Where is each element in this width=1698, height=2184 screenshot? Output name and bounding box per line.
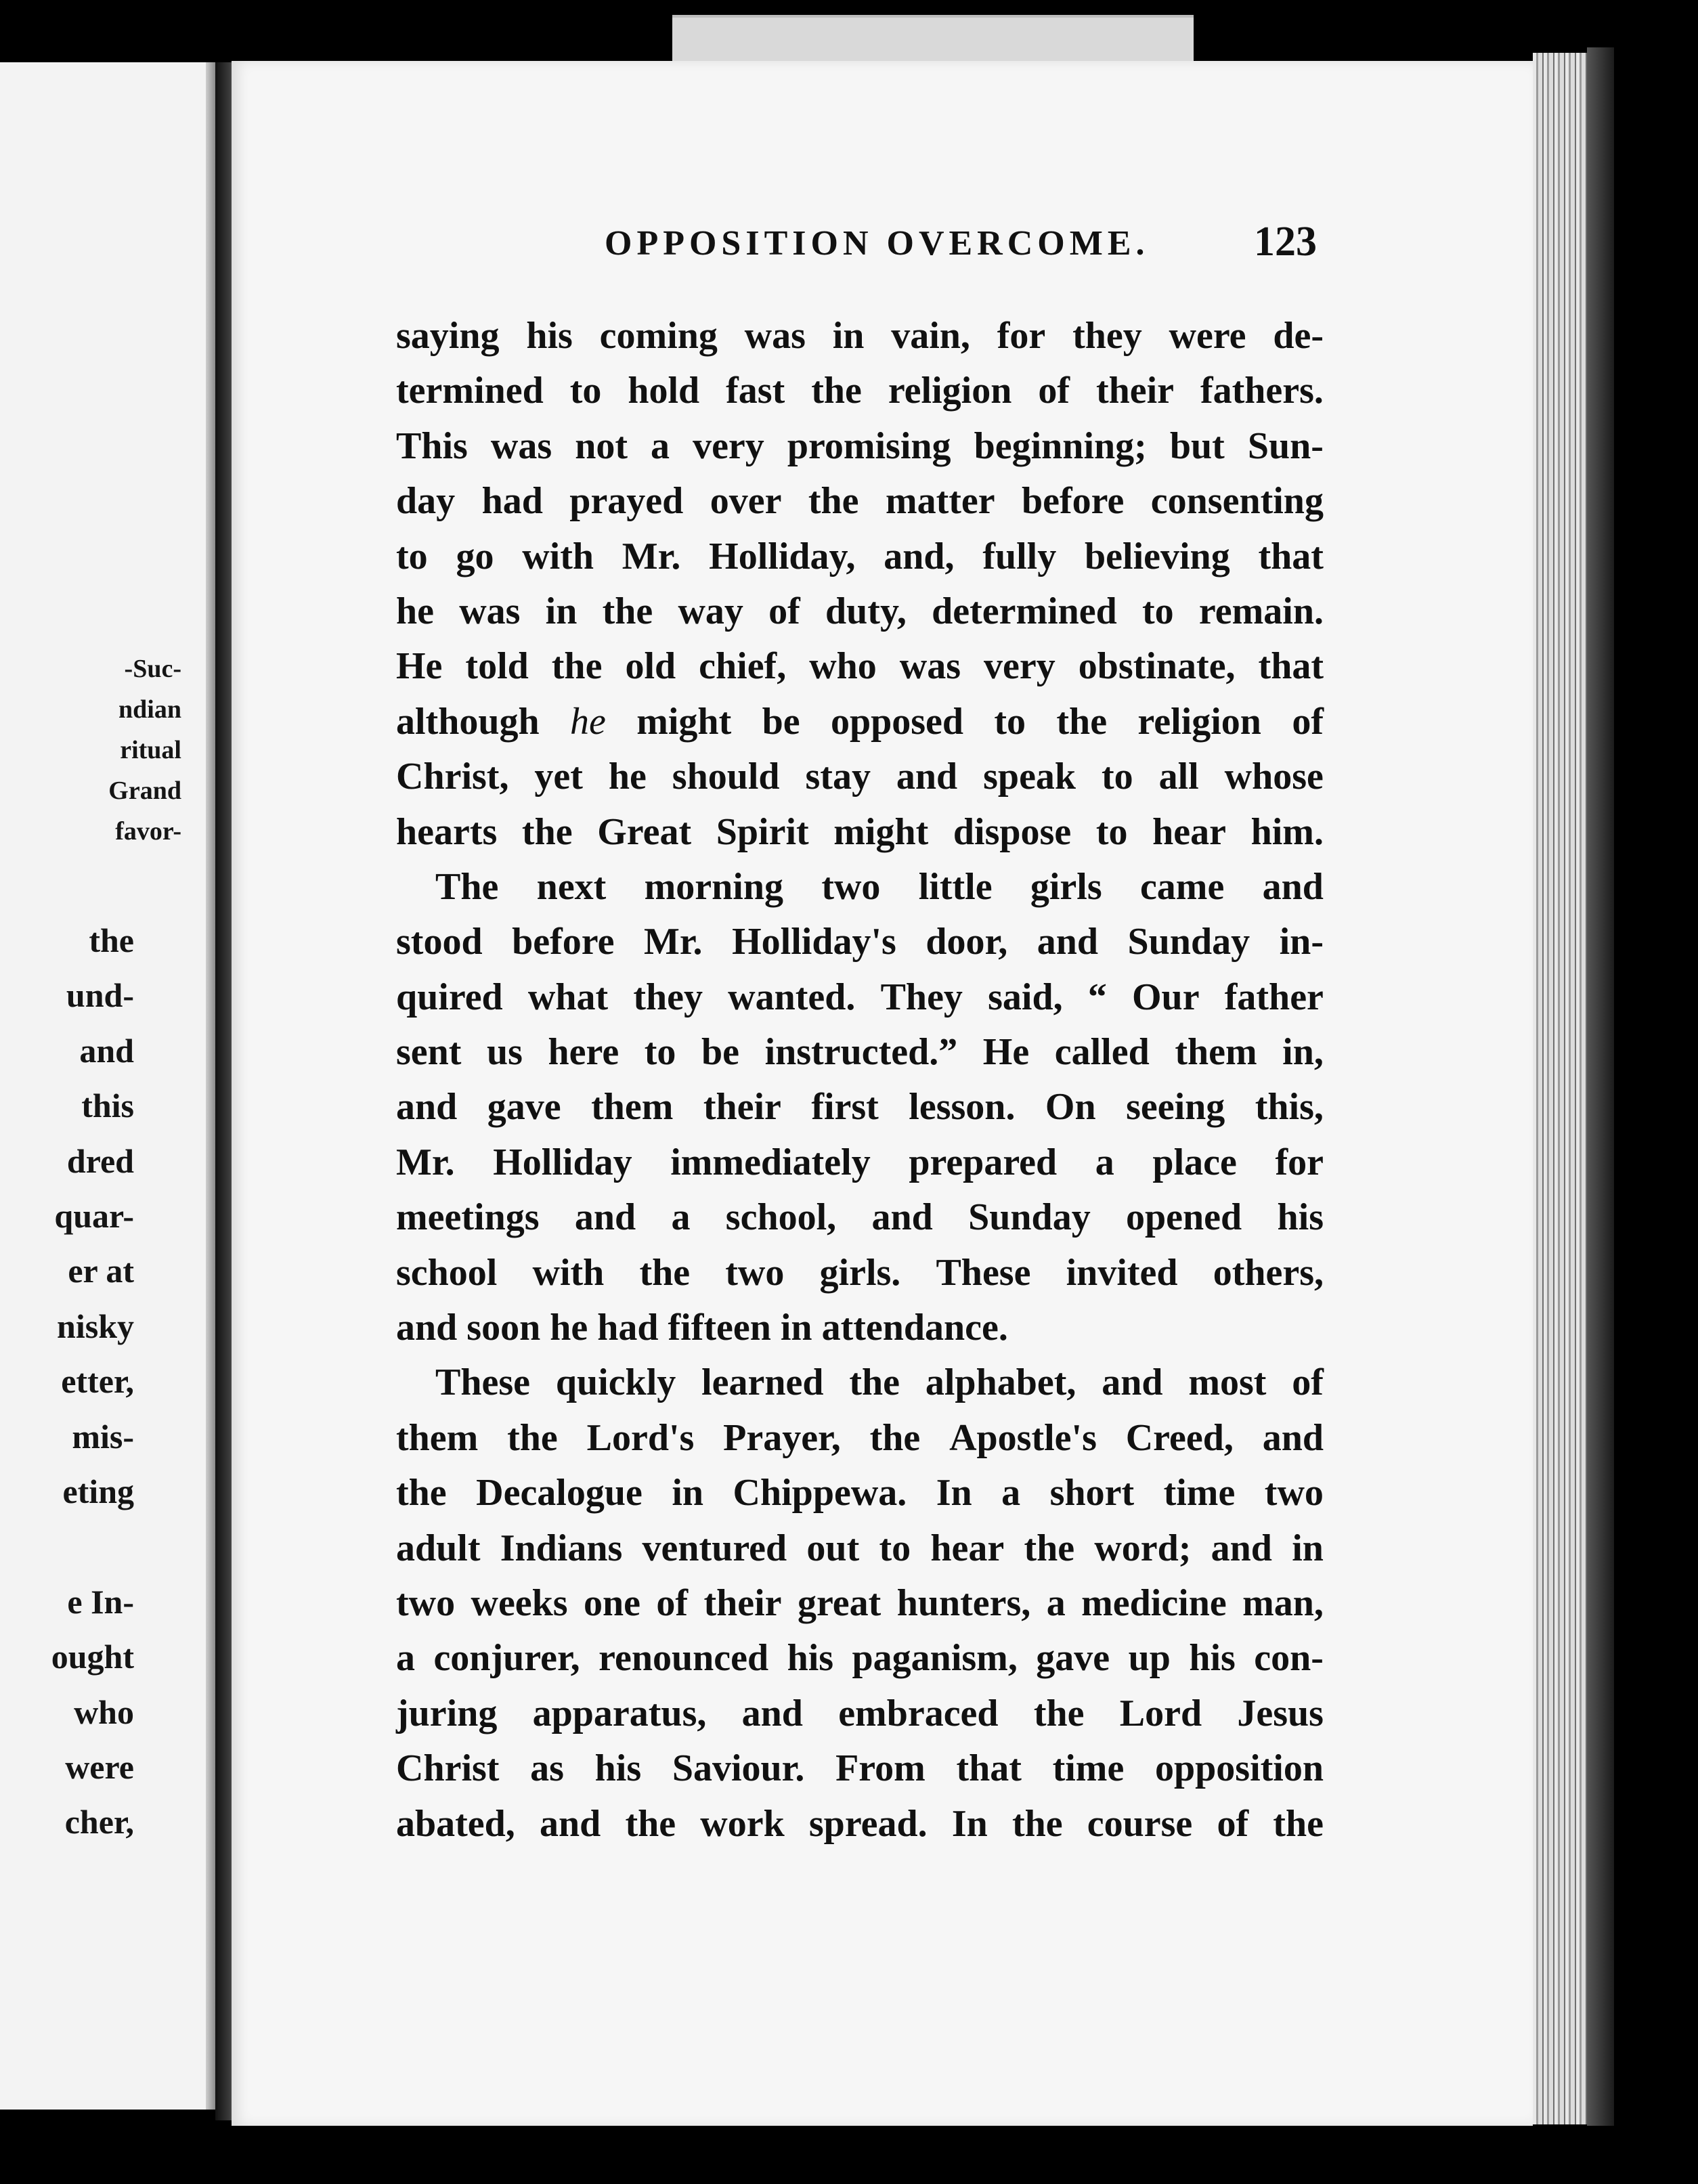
word: whose [1224,756,1324,798]
text-line [396,1631,1324,1686]
left-page-fragment: ought [51,1638,134,1676]
word: Indians [500,1527,623,1569]
left-page-fragment: -Suc- [124,655,181,683]
word: in [672,1472,704,1514]
left-page-fragment: ndian [118,695,181,724]
word: sent [396,1031,462,1074]
word: two [1264,1472,1324,1514]
word: all [1158,756,1199,798]
word: vain, [891,315,970,357]
word: two [396,1581,456,1624]
word: his [787,1637,834,1680]
word: were [1169,315,1246,357]
word: to [994,700,1026,743]
word: with [532,1251,605,1294]
text-line [396,419,1324,474]
word: of [656,1581,689,1624]
word: for [997,315,1046,357]
word: speak [983,756,1076,798]
word: dispose [953,810,1072,853]
word: their [703,1086,781,1129]
left-page-fragment: er at [68,1252,134,1290]
word: consenting [1150,480,1324,523]
word: should [672,756,780,798]
word: abated, [396,1802,515,1845]
word: hearts [396,810,498,853]
word: con- [1254,1637,1324,1680]
word: of [768,590,800,632]
text-line [396,309,1324,364]
word: morning [644,865,783,908]
left-page-fragment: mis- [72,1417,134,1456]
word: coming [599,315,718,357]
word: “ [1087,976,1107,1018]
word: short [1049,1472,1135,1514]
word: very [693,424,764,467]
word: over [710,480,782,523]
left-page-fragment: cher, [64,1803,134,1841]
word: and [574,1196,636,1239]
word: Creed, [1125,1416,1234,1459]
word: the [1056,700,1108,743]
text-line [396,805,1324,860]
word: little [918,865,993,908]
word: man, [1242,1581,1324,1624]
word: believing [1085,535,1230,577]
word: might [833,810,929,853]
word: remain. [1198,590,1324,632]
word: his [594,1747,642,1790]
word: one [584,1581,640,1624]
word: paganism, [852,1637,1018,1680]
word: promising [787,424,951,467]
word: Christ, [396,756,509,798]
word: a [396,1637,415,1680]
word: two [821,865,881,908]
word: stay [805,756,871,798]
word: the [602,590,653,632]
word: Saviour. [672,1747,805,1790]
word: very [984,645,1055,688]
word: with [522,535,594,577]
word: them [1175,1031,1257,1074]
text-line [396,915,1324,969]
left-page-fragment: dred [66,1141,134,1180]
word: meetings [396,1196,540,1239]
word: and [1037,921,1098,963]
word: most [1188,1361,1267,1404]
word: religion [888,370,1012,412]
word: and [1262,1416,1324,1459]
word: as [530,1747,564,1790]
word: him. [1250,810,1324,853]
left-page-fragment: und- [66,976,134,1015]
word: the [1033,1692,1085,1734]
word: go [456,535,494,577]
word: a [671,1196,691,1239]
word: Holliday, [709,535,856,577]
word: girls [1030,865,1102,908]
word: in [1292,1527,1324,1569]
word: These [936,1251,1031,1294]
word: renounced [598,1637,769,1680]
word: prepared [909,1141,1058,1183]
word: might [636,700,732,743]
word: spread. [808,1802,928,1845]
word: time [1052,1747,1125,1790]
word: to [1095,810,1128,853]
word: that [1258,645,1324,688]
word: Sunday [968,1196,1091,1239]
word: called [1054,1031,1150,1074]
word: opened [1126,1196,1242,1239]
word: to [644,1031,676,1074]
left-page-fragment: the [89,921,134,959]
word: juring [396,1692,498,1734]
word: girls. [819,1251,901,1294]
word: gave [1036,1637,1110,1680]
word: this, [1255,1086,1324,1129]
left-page [0,62,215,2110]
word: apparatus, [532,1692,707,1734]
left-page-fragment: and [79,1031,134,1070]
word: Spirit [716,810,809,853]
word: Great [597,810,692,853]
word: work [700,1802,785,1845]
word: the [808,480,859,523]
word: hold [628,370,700,412]
word: Lord's [586,1416,695,1459]
word: us [487,1031,523,1074]
word: first [811,1086,879,1129]
word: Christ [396,1747,500,1790]
word: Holliday's [732,921,896,963]
word: stood [396,921,483,963]
word: his [1189,1637,1236,1680]
word: hunters, [896,1581,1031,1624]
word: the [396,1472,447,1514]
word: the [811,370,862,412]
word: course [1087,1802,1193,1845]
word: out [806,1527,860,1569]
word: the [521,810,573,853]
word: religion [1137,700,1261,743]
word: them [591,1086,674,1129]
text-line [396,1466,1324,1521]
word: medicine [1081,1581,1227,1624]
running-head: OPPOSITION OVERCOME. [605,224,1150,263]
word: On [1045,1086,1096,1129]
word: He [982,1031,1030,1074]
word: matter [885,480,995,523]
word: Jesus [1237,1692,1324,1734]
text-line [396,1521,1324,1576]
word: duty, [825,590,907,632]
word: great [797,1581,881,1624]
word: adult [396,1527,481,1569]
word: wanted. [728,976,856,1018]
left-page-fragment: this [81,1087,134,1125]
word: was [899,645,961,688]
word: others, [1213,1251,1324,1294]
word: and [1211,1527,1272,1569]
left-page-fragment: who [74,1692,134,1731]
word: Sun- [1247,424,1324,467]
word: the [1273,1802,1324,1845]
word: termined [396,370,544,412]
word: father [1224,976,1324,1018]
word: quired [396,976,503,1018]
word: of [1292,1361,1324,1404]
word: fathers. [1200,370,1324,412]
word: obstinate, [1078,645,1236,688]
word: and, [884,535,955,577]
word: Sunday [1127,921,1250,963]
word: here [548,1031,619,1074]
word: determined [932,590,1117,632]
word: Mr. [622,535,681,577]
word: they [633,976,703,1018]
word: for [1275,1141,1324,1183]
word: The [435,865,499,908]
word: in [545,590,578,632]
word: hear [1152,810,1226,853]
word: lesson. [909,1086,1016,1129]
word: their [703,1581,782,1624]
word: Chippewa. [733,1472,907,1514]
word: his [526,315,573,357]
text-line [396,970,1324,1025]
word: to [1142,590,1174,632]
left-page-fragment: e In- [67,1582,134,1621]
text-line [396,1355,1324,1410]
word: fast [726,370,785,412]
text-line [396,1080,1324,1135]
left-page-fragment: etter, [61,1362,134,1401]
word: next [536,865,607,908]
text-line [396,364,1324,418]
word: Lord [1119,1692,1202,1734]
word: Our [1132,976,1200,1018]
word: seeing [1126,1086,1225,1129]
word: This [396,424,468,467]
text-line [396,1246,1324,1301]
word: before [512,921,615,963]
left-page-fragment: Grand [108,777,181,805]
word: but [1169,424,1225,467]
word: of [1292,700,1324,743]
word: in- [1279,921,1324,963]
word: told [465,645,529,688]
word: immediately [670,1141,871,1183]
text-line [396,1686,1324,1741]
body-text [396,309,1324,1852]
word: said, [988,976,1063,1018]
text-line [396,749,1324,804]
word: alphabet, [925,1361,1076,1404]
word: was [459,590,521,632]
word: be [701,1031,739,1074]
word: chief, [699,645,787,688]
word: quickly [555,1361,676,1404]
word: gave [487,1086,561,1129]
word: two [725,1251,785,1294]
word: de- [1273,315,1324,357]
word: had [481,480,543,523]
word: before [1022,480,1125,523]
text-line [396,529,1324,584]
word: not [575,424,628,467]
word: a [1095,1141,1114,1183]
book-cover-edge [1587,47,1614,2126]
text-line [396,474,1324,529]
word: Decalogue [476,1472,643,1514]
text-line [396,860,1324,915]
word: and [896,756,958,798]
word: he [608,756,647,798]
word: Apostle's [949,1416,1097,1459]
word: From [835,1747,926,1790]
word: and [871,1196,933,1239]
word: and [396,1086,458,1129]
word: was [490,424,552,467]
word: to [1102,756,1133,798]
text-line [396,1741,1324,1796]
word: and [539,1802,601,1845]
word: was [744,315,806,357]
word: their [1095,370,1175,412]
word: up [1128,1637,1171,1680]
word: invited [1066,1251,1178,1294]
left-page-fragment: ritual [120,736,181,764]
word: yet [534,756,583,798]
word: his [1277,1196,1324,1239]
word: time [1163,1472,1236,1514]
word: he [396,590,434,632]
word: embraced [838,1692,999,1734]
text-line: and soon he had fifteen in attendance. [396,1307,1008,1349]
word: came [1139,865,1225,908]
word: and [741,1692,803,1734]
word: Mr. [643,921,703,963]
word: they [1072,315,1142,357]
text-line [396,1411,1324,1466]
word: what [527,976,609,1018]
word: the [625,1802,676,1845]
left-page-fragment: eting [62,1472,134,1510]
word: Holliday [493,1141,632,1183]
word: the [1011,1802,1063,1845]
word: be [762,700,800,743]
word: a [1001,1472,1021,1514]
word: prayed [569,480,684,523]
word: opposition [1155,1747,1324,1790]
word: that [956,1747,1022,1790]
page-number: 123 [1254,219,1317,265]
word: who [809,645,877,688]
word: word; [1094,1527,1192,1569]
word: to [879,1527,911,1569]
left-page-fragment: quar- [54,1197,134,1235]
word: In [951,1802,988,1845]
left-page-gutter [206,62,215,2110]
word: way [678,590,743,632]
word: fully [982,535,1057,577]
word: of [1217,1802,1249,1845]
word: the [849,1361,900,1404]
background-page-tab [672,15,1194,65]
word: instructed.” [764,1031,958,1074]
left-page-fragment: nisky [57,1307,134,1345]
word: them [396,1416,479,1459]
word: place [1152,1141,1237,1183]
word: day [396,480,456,523]
page-edges [1533,53,1587,2124]
word: and [1102,1361,1163,1404]
word: the [551,645,603,688]
word: and [1262,865,1324,908]
word: Mr. [396,1141,455,1183]
word: of [1038,370,1070,412]
word: the [869,1416,921,1459]
text-line [396,639,1324,694]
word: school [396,1251,498,1294]
word: the [639,1251,691,1294]
word: ventured [642,1527,787,1569]
word: a [1046,1581,1066,1624]
word: old [625,645,676,688]
word: door, [926,921,1008,963]
word: weeks [471,1581,568,1624]
word: the [1024,1527,1075,1569]
word: a [651,424,670,467]
word: he [570,700,606,743]
left-page-fragment: favor- [115,817,181,846]
word: to [396,535,428,577]
word: hear [930,1527,1005,1569]
word: beginning; [974,424,1147,467]
word: although [396,700,540,743]
word: Prayer, [723,1416,841,1459]
text-line [396,1135,1324,1190]
word: that [1258,535,1324,577]
word: These [435,1361,530,1404]
word: learned [701,1361,824,1404]
text-line [396,1576,1324,1631]
word: saying [396,315,500,357]
word: the [507,1416,558,1459]
text-line [396,1190,1324,1245]
word: in [832,315,865,357]
word: He [396,645,443,688]
word: In [936,1472,972,1514]
word: in, [1282,1031,1324,1074]
word: school, [725,1196,837,1239]
text-line [396,1025,1324,1080]
word: They [880,976,963,1018]
word: opposed [830,700,964,743]
text-line [396,584,1324,639]
text-line [396,1797,1324,1852]
text-line [396,695,1324,749]
word: conjurer, [433,1637,580,1680]
left-page-fragment: were [65,1748,134,1786]
word: to [569,370,602,412]
